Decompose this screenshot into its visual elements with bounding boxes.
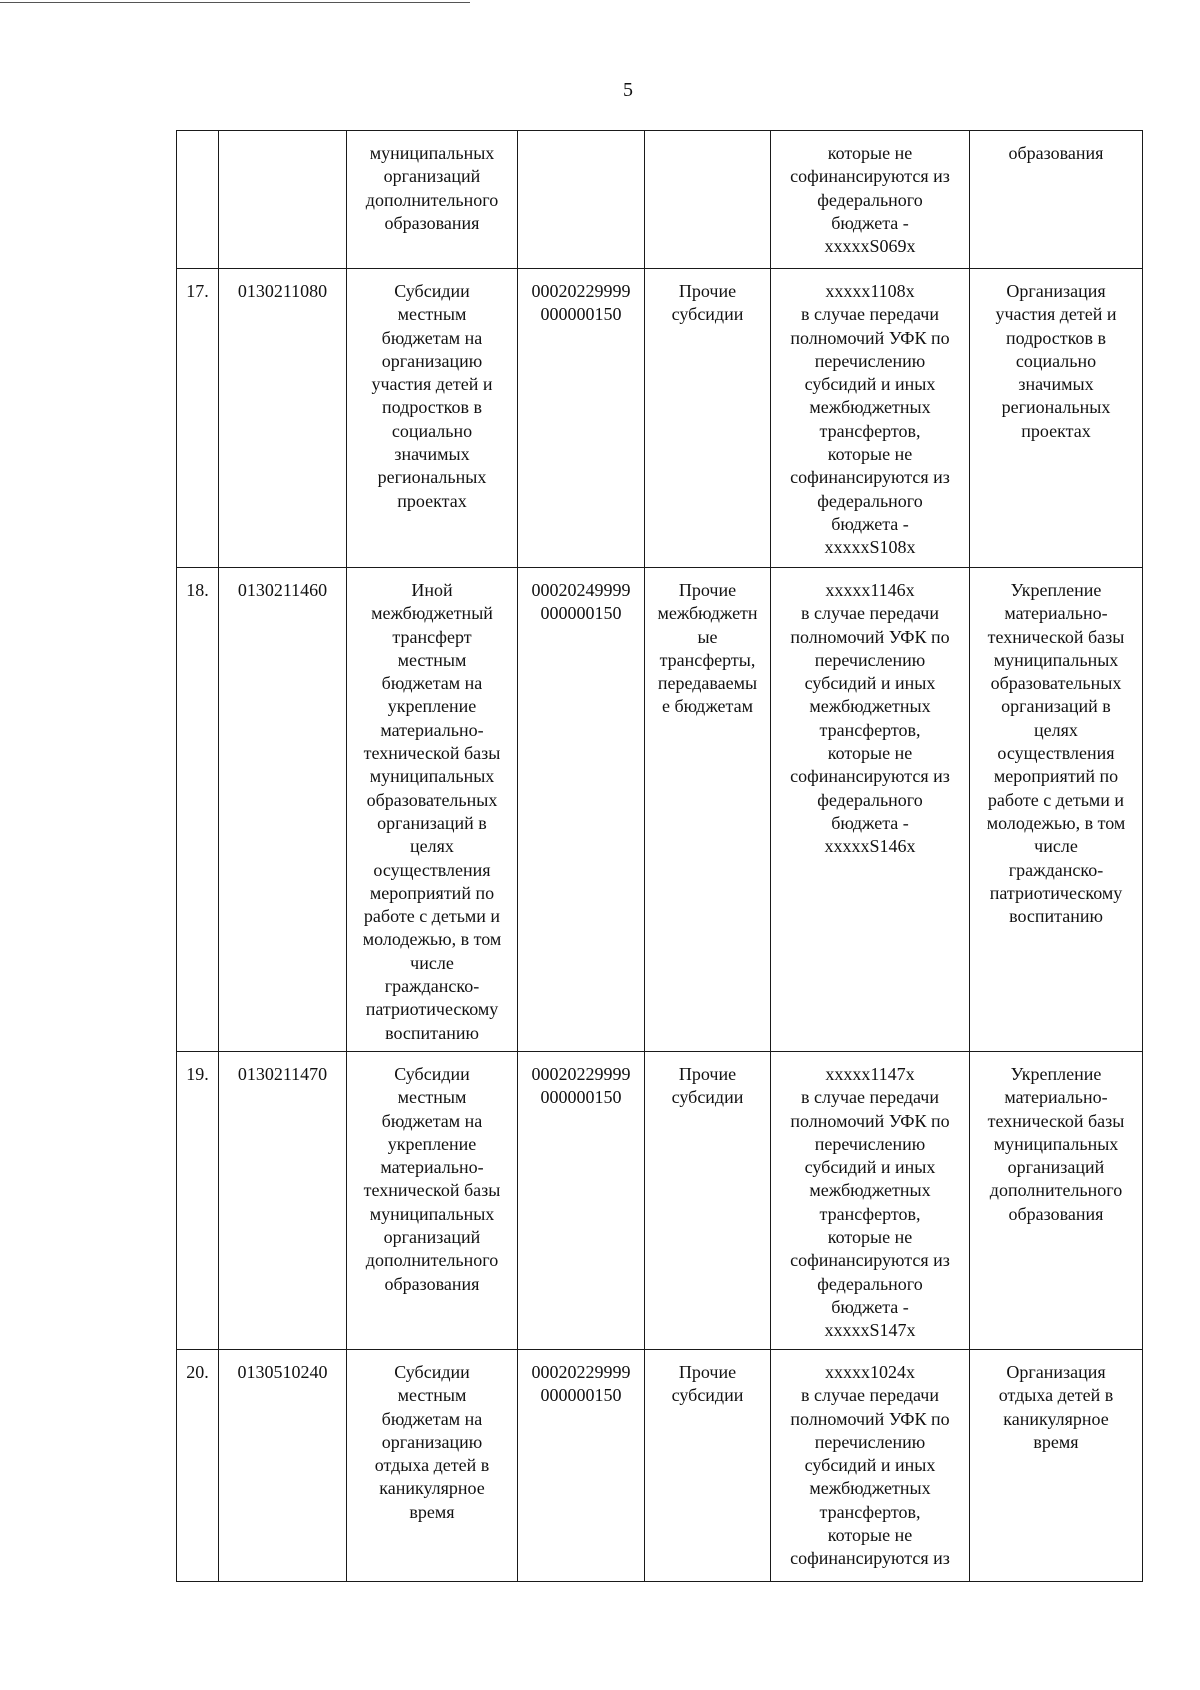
scan-top-rule	[0, 2, 470, 3]
revenue-type-cell: Прочие субсидии	[645, 1350, 771, 1582]
revenue-type-cell: Прочие субсидии	[645, 1052, 771, 1350]
target-code-cell: 0130211470	[219, 1052, 347, 1350]
code-note-cell: xxxxx1024x в случае передачи полномочий УФК по перечислению субсидий и иных межбюджетных трансфертов, которые не софинансируются из	[771, 1350, 970, 1582]
revenue-type-cell: Прочие субсидии	[645, 269, 771, 568]
revenue-code-cell: 00020229999 000000150	[518, 1350, 645, 1582]
table-row	[177, 131, 1143, 269]
purpose-cell: Укрепление материально- технической базы муниципальных организаций дополнительного образования	[970, 1052, 1143, 1350]
code-note-cell: которые не софинансируются из федерального бюджета - xxxxxS069x	[771, 131, 970, 269]
purpose-cell: Организация участия детей и подростков в социально значимых региональных проектах	[970, 269, 1143, 568]
row-number-cell	[177, 131, 219, 269]
revenue-code-cell: 00020229999 000000150	[518, 269, 645, 568]
target-code-cell: 0130211460	[219, 568, 347, 1052]
code-note-cell: xxxxx1108x в случае передачи полномочий УФК по перечислению субсидий и иных межбюджетных трансфертов, которые не софинансируются из федерального бюджета - xxxxxS108x	[771, 269, 970, 568]
table-row	[177, 568, 1143, 1052]
revenue-code-cell	[518, 131, 645, 269]
transfer-name-cell: муниципальных организаций дополнительного образования	[347, 131, 518, 269]
budget-codes-table	[176, 130, 1143, 1582]
purpose-cell: Организация отдыха детей в каникулярное время	[970, 1350, 1143, 1582]
row-number-cell: 19.	[177, 1052, 219, 1350]
purpose-cell: образования	[970, 131, 1143, 269]
page-number: 5	[623, 79, 633, 101]
transfer-name-cell: Субсидии местным бюджетам на организацию участия детей и подростков в социально значимых региональных проектах	[347, 269, 518, 568]
target-code-cell	[219, 131, 347, 269]
target-code-cell: 0130510240	[219, 1350, 347, 1582]
code-note-cell: xxxxx1147x в случае передачи полномочий УФК по перечислению субсидий и иных межбюджетных трансфертов, которые не софинансируются из федерального бюджета - xxxxxS147x	[771, 1052, 970, 1350]
target-code-cell: 0130211080	[219, 269, 347, 568]
revenue-code-cell: 00020249999 000000150	[518, 568, 645, 1052]
table-row	[177, 1052, 1143, 1350]
revenue-code-cell: 00020229999 000000150	[518, 1052, 645, 1350]
revenue-type-cell: Прочие межбюджетн ые трансферты, передаваемы е бюджетам	[645, 568, 771, 1052]
purpose-cell: Укрепление материально- технической базы муниципальных образовательных организаций в целях осуществления мероприятий по работе с детьми и молодежью, в том числе гражданско- патриотическому воспитанию	[970, 568, 1143, 1052]
transfer-name-cell: Субсидии местным бюджетам на укрепление материально- технической базы муниципальных организаций дополнительного образования	[347, 1052, 518, 1350]
revenue-type-cell	[645, 131, 771, 269]
table-row	[177, 1350, 1143, 1582]
code-note-cell: xxxxx1146x в случае передачи полномочий УФК по перечислению субсидий и иных межбюджетных трансфертов, которые не софинансируются из федерального бюджета - xxxxxS146x	[771, 568, 970, 1052]
row-number-cell: 20.	[177, 1350, 219, 1582]
table-row	[177, 269, 1143, 568]
row-number-cell: 18.	[177, 568, 219, 1052]
transfer-name-cell: Иной межбюджетный трансферт местным бюджетам на укрепление материально- технической базы муниципальных образовательных организаций в целях осуществления мероприятий по работе с детьми и молодежью, в том числе гражданско- патриотическому воспитанию	[347, 568, 518, 1052]
row-number-cell: 17.	[177, 269, 219, 568]
transfer-name-cell: Субсидии местным бюджетам на организацию отдыха детей в каникулярное время	[347, 1350, 518, 1582]
